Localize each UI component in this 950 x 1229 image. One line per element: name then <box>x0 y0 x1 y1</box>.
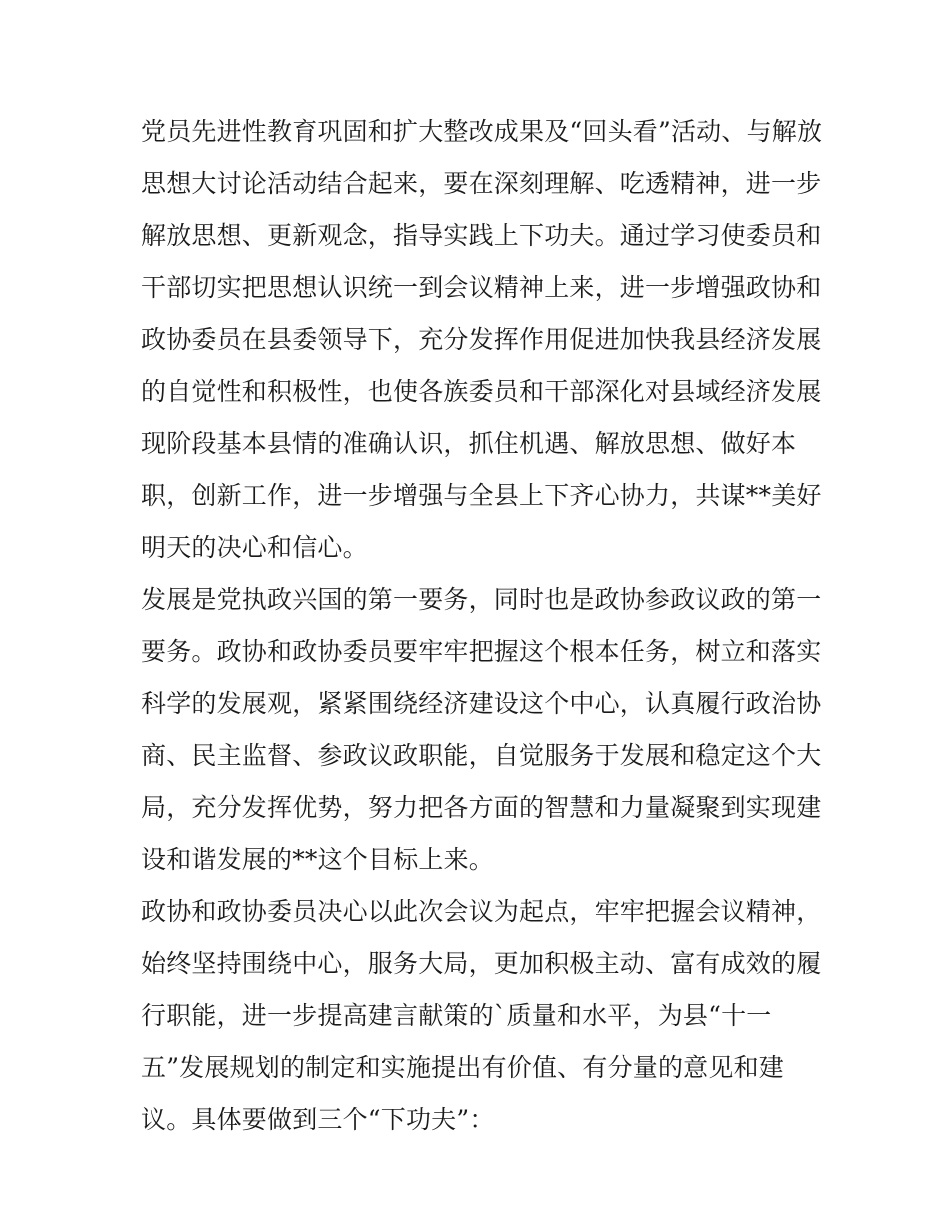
text-line: 政协和政协委员决心以此次会议为起点，牢牢把握会议精神， <box>141 897 822 926</box>
text-line: 发展是党执政兴国的第一要务，同时也是政协参政议政的第一 <box>141 585 822 614</box>
text-line: 设和谐发展的**这个目标上来。 <box>141 845 495 874</box>
text-line: 解放思想、更新观念，指导实践上下功夫。通过学习使委员和 <box>141 221 822 250</box>
text-line: 行职能，进一步提高建言献策的`质量和水平，为县“十一 <box>141 1001 772 1030</box>
text-line: 要务。政协和政协委员要牢牢把握这个根本任务，树立和落实 <box>141 637 822 666</box>
body-text <box>141 106 821 1146</box>
text-line: 现阶段基本县情的准确认识，抓住机遇、解放思想、做好本 <box>141 429 797 458</box>
text-line: 职，创新工作，进一步增强与全县上下齐心协力，共谋**美好 <box>141 481 822 510</box>
text-line: 科学的发展观，紧紧围绕经济建设这个中心，认真履行政治协 <box>141 689 822 718</box>
text-line: 党员先进性教育巩固和扩大整改成果及“回头看”活动、与解放 <box>141 117 823 146</box>
text-line: 明天的决心和信心。 <box>141 533 368 562</box>
text-line: 政协委员在县委领导下，充分发挥作用促进加快我县经济发展 <box>141 325 822 354</box>
text-line: 商、民主监督、参政议政职能，自觉服务于发展和稳定这个大 <box>141 741 822 770</box>
text-line: 议。具体要做到三个“下功夫”： <box>141 1105 495 1134</box>
text-line: 始终坚持围绕中心，服务大局，更加积极主动、富有成效的履 <box>141 949 822 978</box>
text-line: 干部切实把思想认识统一到会议精神上来，进一步增强政协和 <box>141 273 822 302</box>
text-line: 局，充分发挥优势，努力把各方面的智慧和力量凝聚到实现建 <box>141 793 822 822</box>
text-line: 思想大讨论活动结合起来，要在深刻理解、吃透精神，进一步 <box>141 169 822 198</box>
text-line: 的自觉性和积极性，也使各族委员和干部深化对县域经济发展 <box>141 377 822 406</box>
text-line: 五”发展规划的制定和实施提出有价值、有分量的意见和建 <box>141 1053 784 1082</box>
